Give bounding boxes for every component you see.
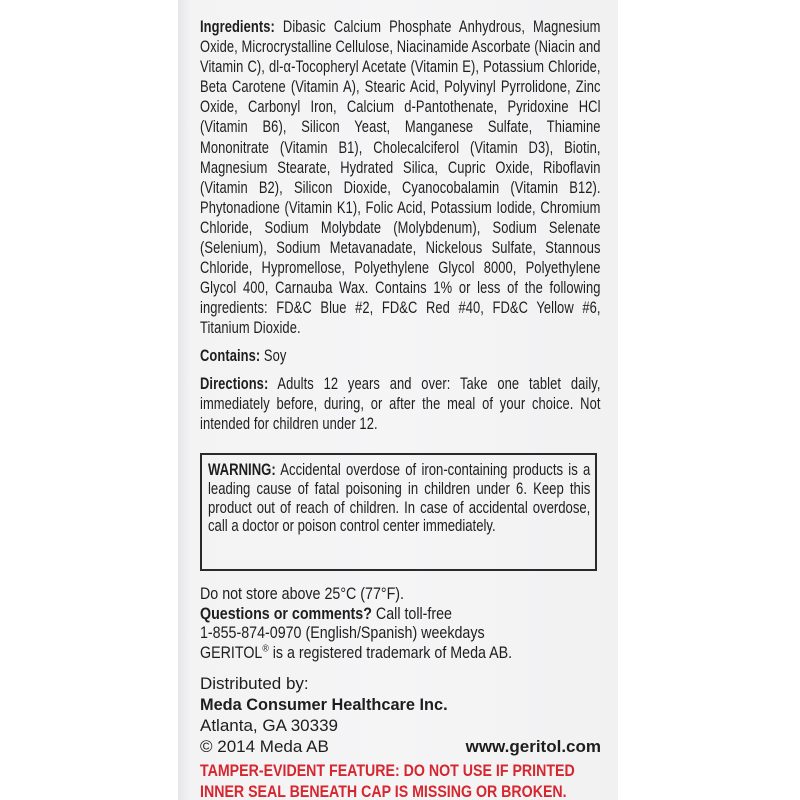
warning-heading: WARNING: <box>208 461 276 479</box>
tamper-line-2: INNER SEAL BENEATH CAP IS MISSING OR BROKEN. <box>200 783 567 800</box>
trademark-text: is a registered trademark of Meda AB. <box>272 643 513 662</box>
label-content <box>200 17 601 800</box>
registered-mark: ® <box>262 643 269 655</box>
directions-text: Adults 12 years and over: Take one tablet daily, immediately before, during, or after the meal of your choice. Not intended for children under 12. <box>200 373 601 433</box>
warning-text: Accidental overdose of iron-containing products is a leading cause of fatal poisoning in children under 6. Keep this product out of reach of children. In case of accidental overdose, call a doctor or poison control center immediately. <box>208 461 591 536</box>
ingredients-heading: Ingredients: <box>200 17 275 36</box>
info-lines <box>200 585 601 663</box>
trademark-line <box>200 644 601 664</box>
company-name: Meda Consumer Healthcare Inc. <box>200 695 448 714</box>
contains-text: Soy <box>263 345 287 365</box>
city-line: Atlanta, GA 30339 <box>200 716 338 735</box>
distributor-section <box>200 674 601 758</box>
ingredients-paragraph <box>200 17 601 339</box>
directions-heading: Directions: <box>200 373 269 393</box>
questions-heading: Questions or comments? <box>200 604 372 623</box>
ingredients-text: Dibasic Calcium Phosphate Anhydrous, Magnesium Oxide, Microcrystalline Cellulose, Niacinamide Ascorbate (Niacin and Vitamin C), dl-α-Tocopheryl Acetate (Vitamin E), Potassium Chloride, Beta Carotene (Vitamin A), Stearic Acid, Polyvinyl Pyrrolidone, Zinc Oxide, Carbonyl Iron, Calcium d-Pantothenate, Pyridoxine HCl (Vitamin B6), Silicon Yeast, Manganese Sulfate, Thiamine Mononitrate (Vitamin B1), Cholecalciferol (Vitamin D3), Biotin, Magnesium Stearate, Hydrated Silica, Cupric Oxide, Riboflavin (Vitamin B2), Silicon Dioxide, Cyanocobalamin (Vitamin B12). Phytonadione (Vitamin K1), Folic Acid, Potassium Iodide, Chromium Chloride, Sodium Molybdate (Molybdenum), Sodium Selenate (Selenium), Sodium Metavanadate, Nickelous Sulfate, Stannous Chloride, Hypromellose, Polyethylene Glycol 8000, Polyethylene Glycol 400, Carnauba Wax. Contains 1% or less of the following ingredients: FD&C Blue #2, FD&C Red #40, FD&C Yellow #6, Titanium Dioxide. <box>200 17 601 338</box>
phone-number: 1-855-874-0970 (English/Spanish) weekdays <box>200 624 485 642</box>
tamper-line-1: TAMPER-EVIDENT FEATURE: DO NOT USE IF PRINTED <box>200 762 575 780</box>
product-label-panel <box>178 0 618 800</box>
questions-line <box>200 605 601 625</box>
warning-box <box>200 453 597 571</box>
copyright-text: © 2014 Meda AB <box>200 737 329 756</box>
brand-name: GERITOL <box>200 643 263 662</box>
company-line <box>200 695 601 716</box>
storage-text: Do not store above 25°C (77°F). <box>200 585 405 603</box>
directions-paragraph <box>200 374 601 434</box>
ingredients-section <box>200 17 601 434</box>
tamper-evident-notice <box>200 761 575 800</box>
questions-text: Call toll-free <box>375 604 453 623</box>
contains-heading: Contains: <box>200 345 261 365</box>
warning-paragraph <box>208 461 590 536</box>
copyright-row <box>200 737 601 758</box>
distributed-by-label: Distributed by: <box>200 674 309 693</box>
info-section <box>200 585 601 663</box>
contains-paragraph <box>200 346 601 366</box>
website-link[interactable]: www.geritol.com <box>465 737 601 756</box>
